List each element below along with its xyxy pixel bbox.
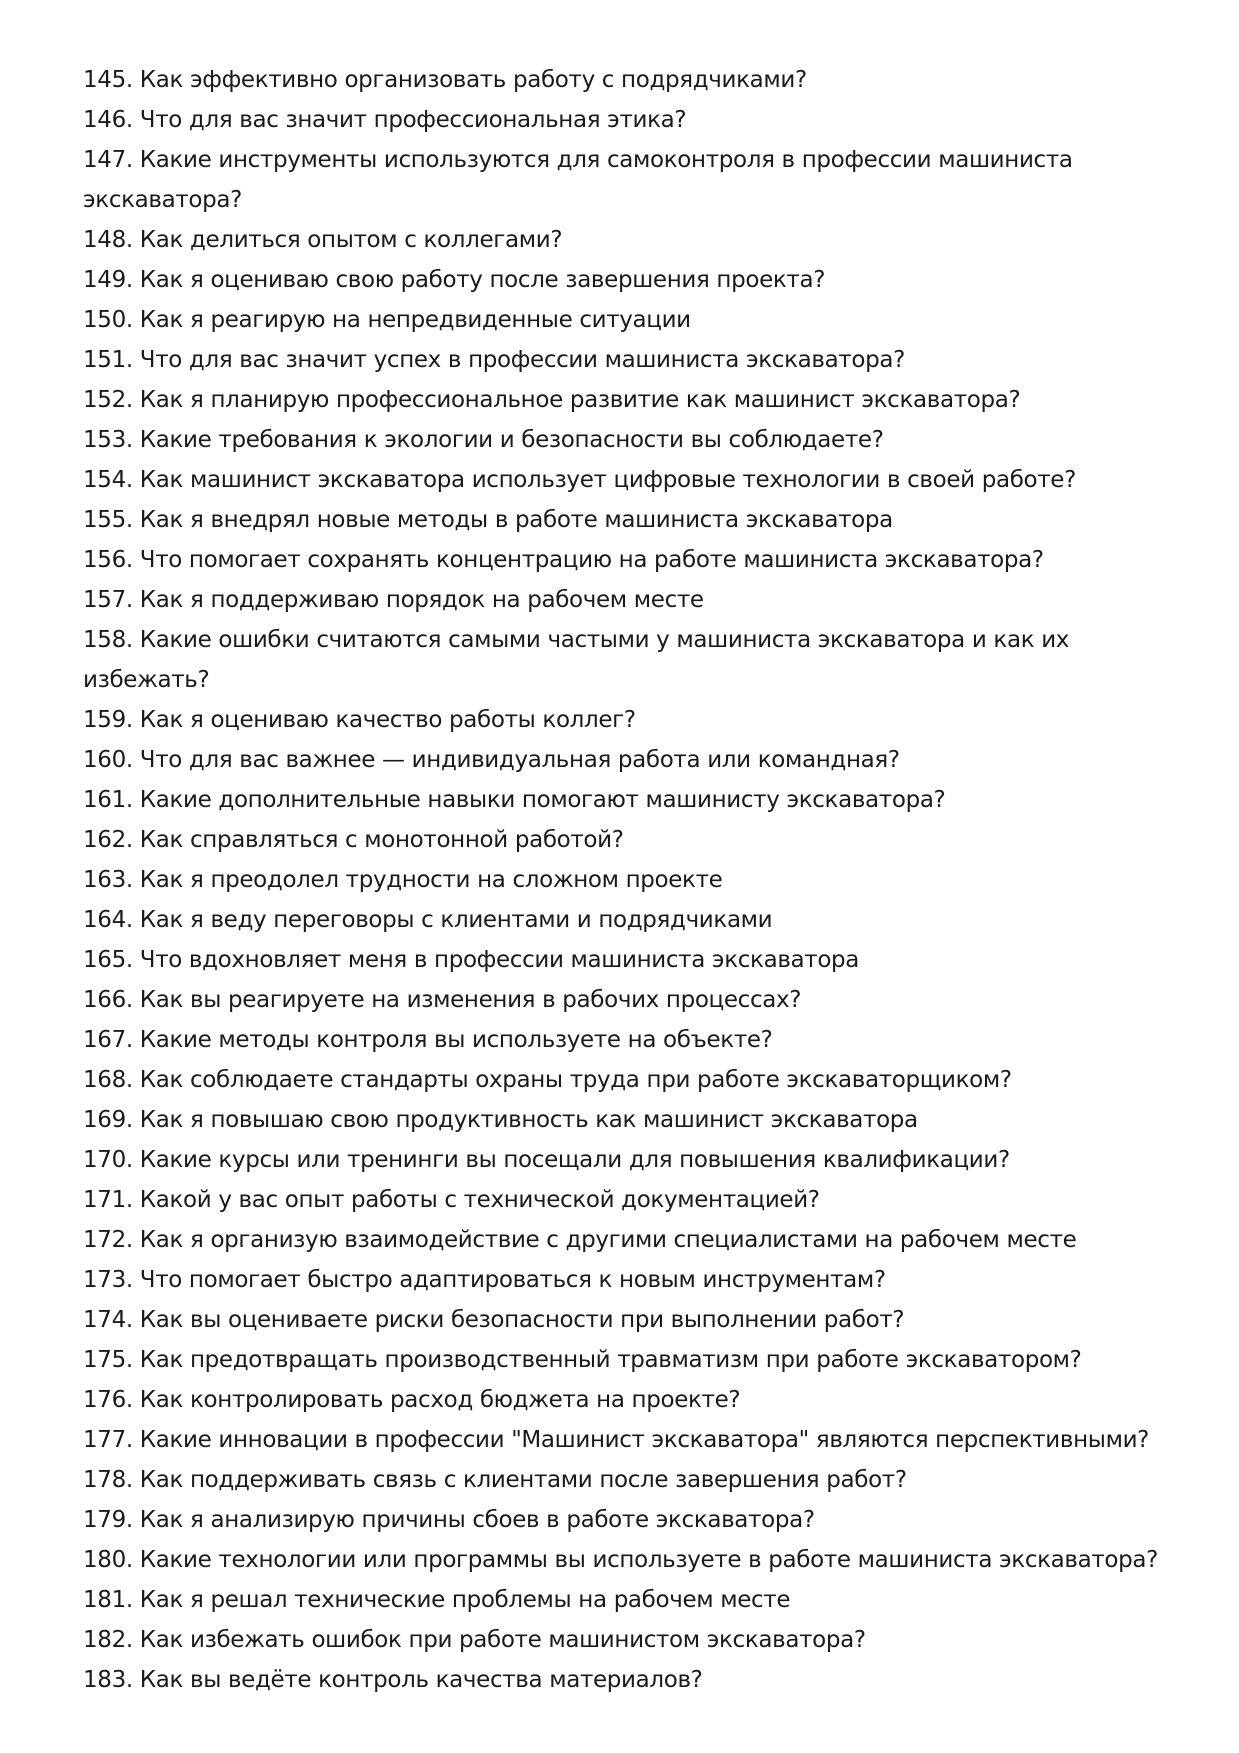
list-item: 175. Как предотвращать производственный травматизм при работе экскаватором? [83,1347,1082,1373]
list-item: 177. Какие инновации в профессии "Машинист экскаватора" являются перспективными? [83,1427,1150,1453]
list-item: 154. Как машинист экскаватора использует цифровые технологии в своей работе? [83,467,1076,493]
list-item: 169. Как я повышаю свою продуктивность как машинист экскаватора [83,1107,918,1133]
list-item: 162. Как справляться с монотонной работой? [83,827,624,853]
list-item: 163. Как я преодолел трудности на сложном проекте [83,867,723,893]
list-item: 178. Как поддерживать связь с клиентами после завершения работ? [83,1467,907,1493]
list-item: 173. Что помогает быстро адаптироваться к новым инструментам? [83,1267,886,1293]
list-item: 172. Как я организую взаимодействие с другими специалистами на рабочем месте [83,1227,1077,1253]
list-item: 168. Как соблюдаете стандарты охраны труда при работе экскаваторщиком? [83,1067,1012,1093]
list-item: 179. Как я анализирую причины сбоев в работе экскаватора? [83,1507,815,1533]
list-item: 158. Какие ошибки считаются самыми частыми у машиниста экскаватора и как их избежать? [83,627,1070,693]
list-item: 161. Какие дополнительные навыки помогают машинисту экскаватора? [83,787,946,813]
list-item: 174. Как вы оцениваете риски безопасности при выполнении работ? [83,1307,905,1333]
list-item: 149. Как я оцениваю свою работу после завершения проекта? [83,267,826,293]
list-item: 157. Как я поддерживаю порядок на рабочем месте [83,587,704,613]
list-item: 171. Какой у вас опыт работы с технической документацией? [83,1187,820,1213]
list-item: 182. Как избежать ошибок при работе машинистом экскаватора? [83,1627,866,1653]
list-item: 148. Как делиться опытом с коллегами? [83,227,563,253]
list-item: 166. Как вы реагируете на изменения в рабочих процессах? [83,987,802,1013]
list-item: 183. Как вы ведёте контроль качества материалов? [83,1667,703,1693]
list-item: 146. Что для вас значит профессиональная этика? [83,107,687,133]
list-item: 147. Какие инструменты используются для самоконтроля в профессии машиниста экскаватора? [83,147,1073,213]
list-item: 181. Как я решал технические проблемы на рабочем месте [83,1587,791,1613]
list-item: 180. Какие технологии или программы вы используете в работе машиниста экскаватора? [83,1547,1158,1573]
list-item: 152. Как я планирую профессиональное развитие как машинист экскаватора? [83,387,1021,413]
list-item: 167. Какие методы контроля вы используете на объекте? [83,1027,773,1053]
question-list [83,60,1163,1700]
list-item: 156. Что помогает сохранять концентрацию на работе машиниста экскаватора? [83,547,1044,573]
list-item: 170. Какие курсы или тренинги вы посещали для повышения квалификации? [83,1147,1010,1173]
list-item: 176. Как контролировать расход бюджета на проекте? [83,1387,741,1413]
list-item: 150. Как я реагирую на непредвиденные ситуации [83,307,691,333]
list-item: 153. Какие требования к экологии и безопасности вы соблюдаете? [83,427,884,453]
list-item: 151. Что для вас значит успех в профессии машиниста экскаватора? [83,347,905,373]
list-item: 160. Что для вас важнее — индивидуальная работа или командная? [83,747,900,773]
list-item: 165. Что вдохновляет меня в профессии машиниста экскаватора [83,947,860,973]
list-item: 155. Как я внедрял новые методы в работе машиниста экскаватора [83,507,893,533]
list-item: 145. Как эффективно организовать работу с подрядчиками? [83,67,807,93]
list-item: 159. Как я оцениваю качество работы коллег? [83,707,636,733]
list-item: 164. Как я веду переговоры с клиентами и подрядчиками [83,907,773,933]
